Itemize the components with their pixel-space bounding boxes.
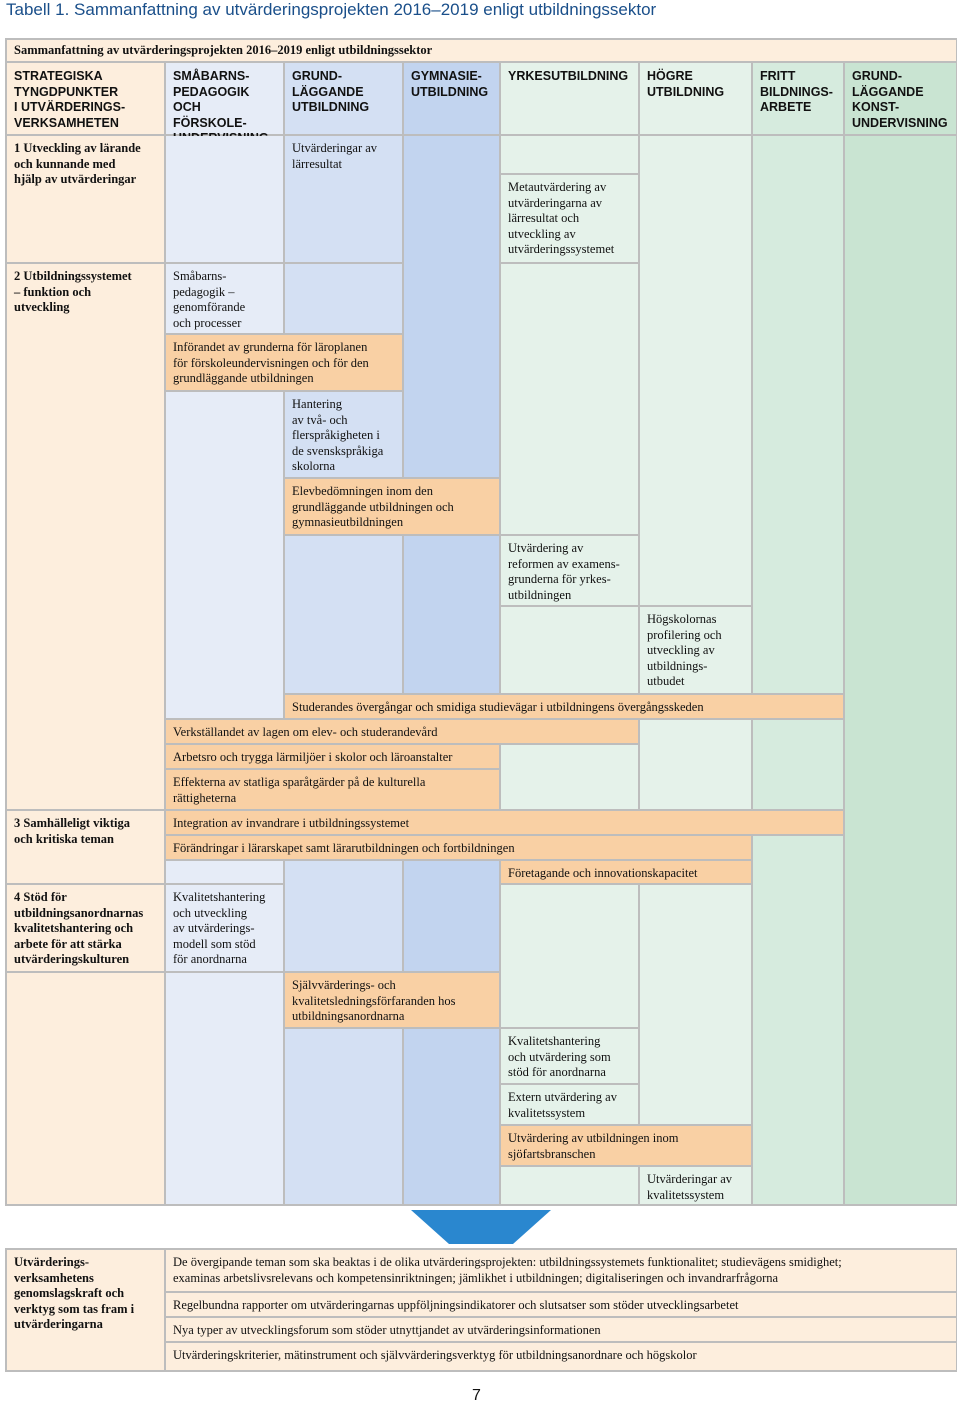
project-cell-p17: Självvärderings- och kvalitetsledningsförfaranden hos utbildningsanordnarna: [285, 973, 499, 1027]
row-label-2: 2 Utbildningssystemet – funktion och utveckling: [7, 264, 164, 809]
bottom-theme-4: Utvärderingskriterier, mätinstrument och självvärderingsverktyg för utbildningsanordnare och högskolor: [166, 1343, 956, 1370]
column-header-3: GYMNASIE- UTBILDNING: [404, 63, 499, 134]
column-header-4: YRKESUTBILDNING: [501, 63, 638, 134]
row-label-4-cont: [7, 973, 164, 1204]
column-header-6: FRITT BILDNINGS- ARBETE: [753, 63, 843, 134]
column-header-2: GRUND- LÄGGANDE UTBILDNING: [285, 63, 402, 134]
project-cell-p15: Företagande och innovationskapacitet: [501, 861, 751, 883]
row-label-4: 4 Stöd för utbildningsanordnarnas kvalitetshantering och arbete för att stärka utvärderingskulturen: [7, 885, 164, 971]
empty-cell: [753, 720, 843, 809]
project-cell-p21: Utvärderingar av kvalitetssystem: [640, 1167, 751, 1204]
empty-cell: [404, 136, 499, 477]
project-cell-p05: Hantering av två- och flerspråkigheten i de svenskspråkiga skolorna: [285, 392, 402, 477]
project-cell-p13: Integration av invandrare i utbildningssystemet: [166, 811, 843, 834]
page-title: Tabell 1. Sammanfattning av utvärderingsprojekten 2016–2019 enligt utbildningssektor: [6, 0, 657, 19]
empty-cell: [753, 136, 843, 693]
empty-cell: [753, 836, 843, 1204]
empty-cell: [501, 136, 638, 173]
bottom-theme-2: Regelbundna rapporter om utvärderingarnas uppföljningsindikatorer och slutsatser som stöder utvecklingsarbetet: [166, 1293, 956, 1316]
empty-cell: [640, 136, 751, 605]
bottom-theme-1: De övergipande teman som ska beaktas i de olika utvärderingsprojekten: utbildningssystemets funktionalitet; studievägens smidighet; examinas arbetslivsrelevans och kompetensinriktningen; jämlikhet i utbildningen; digitaliseringen och invandrarfrågorna: [166, 1250, 956, 1291]
column-header-5: HÖGRE UTBILDNING: [640, 63, 751, 134]
project-cell-p19: Extern utvärdering av kvalitetssystem: [501, 1085, 638, 1124]
project-cell-p04: Införandet av grunderna för läroplanen för förskoleundervisningen och för den grundläggande utbildningen: [166, 335, 402, 390]
project-cell-p14: Förändringar i lärarskapet samt lärarutbildningen och fortbildningen: [166, 836, 751, 859]
project-cell-p10: Verkställandet av lagen om elev- och studerandevård: [166, 720, 638, 743]
empty-cell: [285, 861, 402, 971]
project-cell-p07: Utvärdering av reformen av examens- grunderna för yrkes- utbildningen: [501, 536, 638, 605]
empty-cell: [166, 392, 283, 718]
project-cell-p02: Metautvärdering av utvärderingarna av lärresultat och utveckling av utvärderingssystemet: [501, 175, 638, 262]
project-cell-p06: Elevbedömningen inom den grundläggande utbildningen och gymnasieutbildningen: [285, 479, 499, 534]
empty-cell: [501, 264, 638, 534]
empty-cell: [845, 136, 956, 1204]
empty-cell: [501, 745, 638, 809]
project-cell-p11: Arbetsro och trygga lärmiljöer i skolor och läroanstalter: [166, 745, 499, 768]
row-label-3: 3 Samhälleligt viktiga och kritiska teman: [7, 811, 164, 883]
bottom-row-label: Utvärderings- verksamhetens genomslagskraft och verktyg som tas fram i utvärderingarna: [7, 1250, 164, 1370]
bottom-table: [5, 1248, 957, 1372]
project-cell-p09: Studerandes övergångar och smidiga studievägar i utbildningens övergångsskeden: [285, 695, 843, 718]
project-cell-p01: Utvärderingar av lärresultat: [285, 136, 402, 262]
empty-cell: [166, 136, 283, 262]
empty-cell: [285, 536, 402, 693]
column-header-7: GRUND- LÄGGANDE KONST- UNDERVISNING: [845, 63, 956, 134]
bottom-theme-3: Nya typer av utvecklingsforum som stöder utnyttjandet av utvärderingsinformationen: [166, 1318, 956, 1341]
summary-table: [5, 38, 957, 1206]
page-number: 7: [472, 1387, 481, 1404]
project-cell-p08: Högskolornas profilering och utveckling av utbildnings- utbudet: [640, 607, 751, 693]
project-cell-p16: Kvalitetshantering och utveckling av utvärderings- modell som stöd för anordnarna: [166, 885, 283, 971]
empty-cell: [166, 973, 283, 1204]
empty-cell: [501, 1167, 638, 1204]
empty-cell: [404, 536, 499, 693]
column-header-0: STRATEGISKA TYNGDPUNKTER I UTVÄRDERINGS- VERKSAMHETEN: [7, 63, 164, 134]
down-arrow-icon: [411, 1210, 551, 1246]
empty-cell: [404, 1029, 499, 1204]
empty-cell: [166, 861, 283, 883]
column-header-1: SMÅBARNS- PEDAGOGIK OCH FÖRSKOLE-: [166, 63, 283, 134]
empty-cell: [404, 861, 499, 971]
project-cell-p03: Småbarns- pedagogik – genomförande och processer: [166, 264, 283, 333]
empty-cell: [640, 885, 751, 1124]
empty-cell: [285, 1029, 402, 1204]
empty-cell: [501, 607, 638, 693]
table-caption: Sammanfattning av utvärderingsprojekten 2016–2019 enligt utbildningssektor: [7, 40, 956, 61]
project-cell-p12: Effekterna av statliga sparåtgärder på de kulturella rättigheterna: [166, 770, 499, 809]
project-cell-p18: Kvalitetshantering och utvärdering som stöd för anordnarna: [501, 1029, 638, 1083]
empty-cell: [640, 720, 751, 809]
empty-cell: [501, 885, 638, 1027]
row-label-1: 1 Utveckling av lärande och kunnande med hjälp av utvärderingar: [7, 136, 164, 262]
empty-cell: [285, 264, 402, 333]
project-cell-p20: Utvärdering av utbildningen inom sjöfartsbranschen: [501, 1126, 751, 1165]
